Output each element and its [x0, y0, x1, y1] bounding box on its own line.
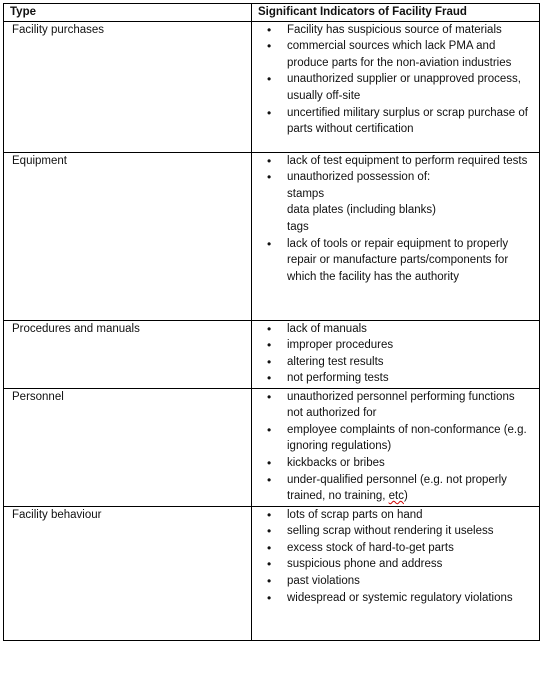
list-item	[287, 472, 533, 505]
sub-list-item: data plates (including blanks)	[287, 204, 436, 217]
list-item-text: under-qualified personnel (e.g. not properly trained, no training,	[287, 473, 507, 503]
table-row	[4, 21, 540, 152]
list-item: • altering test results	[287, 354, 533, 371]
table-row	[4, 320, 540, 388]
list-item	[287, 169, 533, 186]
row-indicators	[252, 506, 540, 640]
list-item: • lack of manuals	[287, 321, 533, 338]
indicator-list	[258, 22, 533, 138]
list-item: • excess stock of hard-to-get parts	[287, 540, 533, 557]
list-item: • commercial sources which lack PMA and produce parts for the non-aviation industries	[287, 38, 533, 71]
row-indicators	[252, 152, 540, 320]
row-indicators	[252, 388, 540, 506]
indicator-list	[258, 321, 533, 387]
list-item: • improper procedures	[287, 337, 533, 354]
list-item: • past violations	[287, 573, 533, 590]
row-type-equipment: Equipment	[4, 152, 252, 320]
list-item-text: unauthorized possession of:	[287, 171, 431, 184]
table-row	[4, 388, 540, 506]
indicator-list	[258, 389, 533, 505]
table-row	[4, 506, 540, 640]
row-type-personnel: Personnel	[4, 388, 252, 506]
list-item: • not performing tests	[287, 370, 533, 387]
table-header-row	[4, 4, 540, 22]
list-item: • unauthorized supplier or unapproved process, usually off-site	[287, 71, 533, 104]
indicator-list	[258, 153, 533, 286]
list-item: • suspicious phone and address	[287, 556, 533, 573]
fraud-indicators-table	[3, 3, 540, 641]
list-item: • widespread or systemic regulatory violations	[287, 590, 533, 607]
table-row	[4, 152, 540, 320]
list-item: • unauthorized personnel performing functions not authorized for	[287, 389, 533, 422]
list-item: • employee complaints of non-conformance (e.g. ignoring regulations)	[287, 422, 533, 455]
spellcheck-word: etc	[388, 490, 404, 503]
row-type-facility-purchases: Facility purchases	[4, 21, 252, 152]
list-item: • Facility has suspicious source of materials	[287, 22, 533, 39]
list-item: • lack of tools or repair equipment to properly repair or manufacture parts/components for which the facility has the authority	[287, 236, 533, 286]
row-type-procedures: Procedures and manuals	[4, 320, 252, 388]
sub-list-item: tags	[287, 220, 309, 233]
list-item: • kickbacks or bribes	[287, 455, 533, 472]
header-type: Type	[4, 4, 252, 22]
list-item: • lack of test equipment to perform required tests	[287, 153, 533, 170]
row-indicators	[252, 21, 540, 152]
sub-list-item: stamps	[287, 187, 325, 200]
header-indicators: Significant Indicators of Facility Fraud	[252, 4, 540, 22]
indicator-list	[258, 507, 533, 607]
row-type-facility-behaviour: Facility behaviour	[4, 506, 252, 640]
list-item: • selling scrap without rendering it useless	[287, 523, 533, 540]
row-indicators	[252, 320, 540, 388]
list-item: • uncertified military surplus or scrap purchase of parts without certification	[287, 105, 533, 138]
list-item-suffix: )	[404, 490, 408, 503]
list-item: • lots of scrap parts on hand	[287, 507, 533, 524]
